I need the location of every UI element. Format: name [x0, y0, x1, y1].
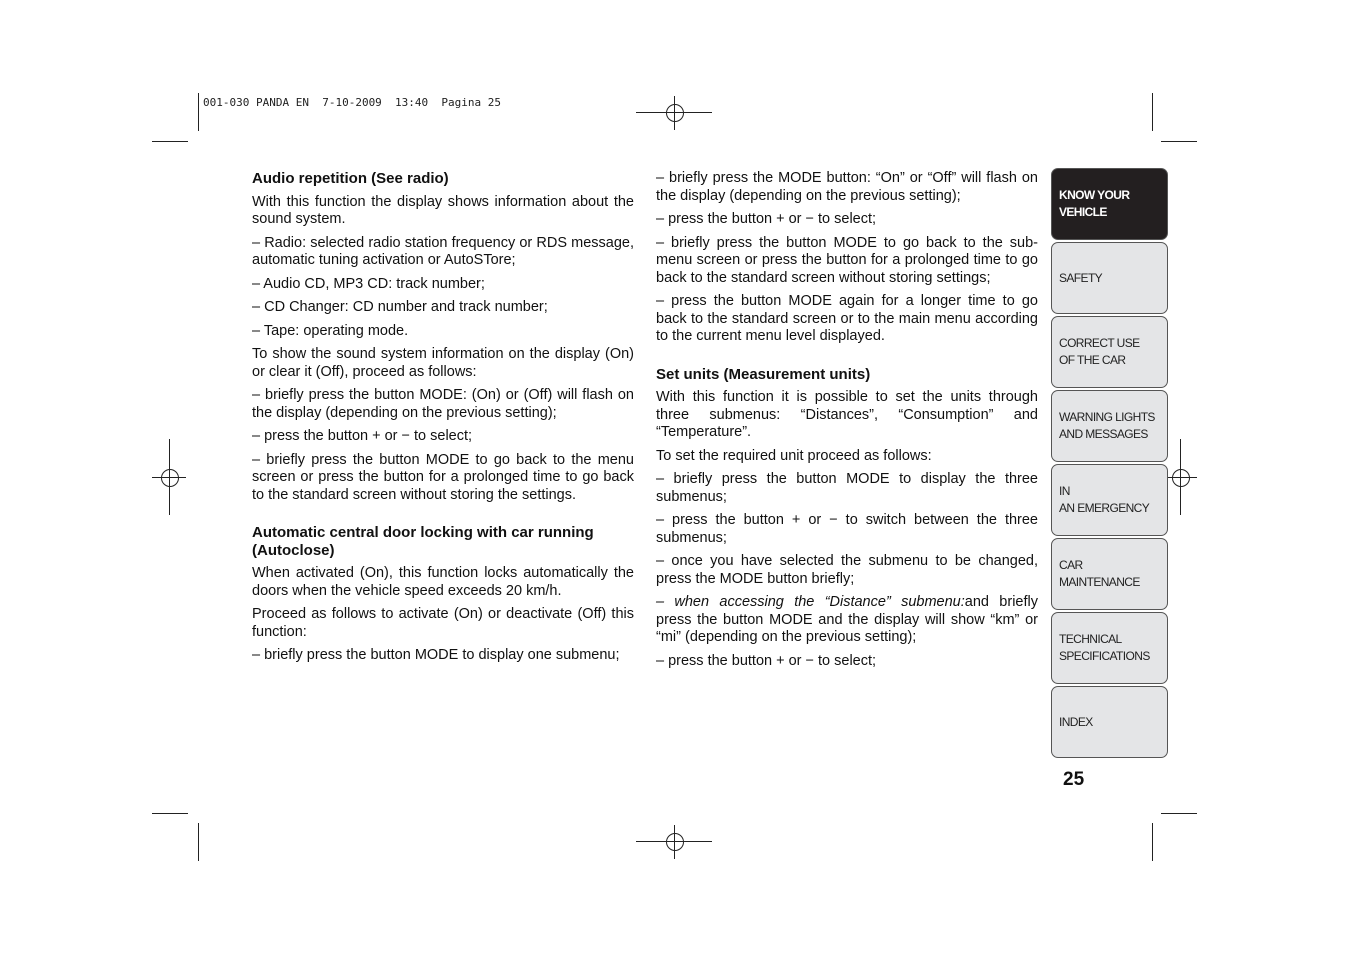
- tab-technical-specifications[interactable]: TECHNICAL SPECIFICATIONS: [1051, 612, 1168, 684]
- list-item: – briefly press the button MODE: (On) or (Off) will flash on the display (depending on the previous setting);: [252, 387, 634, 421]
- tab-car-maintenance[interactable]: CAR MAINTENANCE: [1051, 538, 1168, 610]
- list-item: – Tape: operating mode.: [252, 322, 409, 339]
- list-item: – briefly press the MODE button: “On” or “Off” will flash on the display (depending on the previous setting);: [656, 170, 1038, 204]
- paragraph: When activated (On), this function locks automatically the doors when the vehicle speed exceeds 20 km/h.: [252, 565, 634, 599]
- paragraph: To set the required unit proceed as follows:: [656, 447, 932, 464]
- paragraph: Proceed as follows to activate (On) or deactivate (Off) this function:: [252, 606, 634, 640]
- list-item: – press the button + or − to switch between the three submenus;: [656, 512, 1038, 546]
- crop-mark: [198, 823, 199, 861]
- paragraph: With this function the display shows information about the sound system.: [252, 193, 634, 227]
- page-number: 25: [1063, 769, 1085, 790]
- list-item: – briefly press the button MODE to display the three submenus;: [656, 471, 1038, 505]
- crop-mark: [1161, 813, 1197, 814]
- list-item: – Radio: selected radio station frequency or RDS message, automatic tuning activation or AutoSTore;: [252, 234, 634, 268]
- list-item: – press the button + or − to select;: [252, 428, 473, 444]
- left-column: [252, 170, 634, 671]
- tab-warning-lights[interactable]: WARNING LIGHTS AND MESSAGES: [1051, 390, 1168, 462]
- section-tabs: [1051, 168, 1168, 760]
- paragraph: With this function it is possible to set the units through three submenus: “Distances”, “Consumption” and “Temperature”.: [656, 389, 1038, 440]
- list-item: – Audio CD, MP3 CD: track number;: [252, 275, 485, 292]
- registration-circle: [161, 469, 179, 487]
- list-item: – CD Changer: CD number and track number;: [252, 299, 548, 315]
- tab-know-your-vehicle[interactable]: KNOW YOUR VEHICLE: [1051, 168, 1168, 240]
- crop-mark: [152, 141, 188, 142]
- crop-mark: [1152, 823, 1153, 861]
- list-item: – press the button MODE again for a longer time to go back to the standard screen or to the main menu according to the current menu level displayed.: [656, 293, 1038, 344]
- crop-mark: [198, 93, 199, 131]
- registration-circle: [666, 833, 684, 851]
- text: and briefly press the button MODE and the display will show “km” or “mi” (depending on the previous setting);: [656, 594, 1038, 645]
- list-item: – briefly press the button MODE to go back to the menu screen or press the button for a prolonged time to go back to the standard screen without storing the settings.: [252, 451, 634, 503]
- crop-mark: [1161, 141, 1197, 142]
- crop-mark: [1152, 93, 1153, 131]
- section-heading: Set units (Measurement units): [656, 365, 871, 383]
- list-item: – press the button + or − to select;: [656, 652, 877, 669]
- section-heading: Audio repetition (See radio): [252, 170, 449, 187]
- tab-in-an-emergency[interactable]: IN AN EMERGENCY: [1051, 464, 1168, 536]
- registration-circle: [666, 104, 684, 122]
- list-item: – briefly press the button MODE to display one submenu;: [252, 647, 620, 663]
- right-column: [656, 170, 1038, 676]
- tab-safety[interactable]: SAFETY: [1051, 242, 1168, 314]
- tab-index[interactable]: INDEX: [1051, 686, 1168, 758]
- list-item: – briefly press the button MODE to go back to the sub-menu screen or press the button for a prolonged time to go back to the standard screen without storing settings;: [656, 234, 1038, 286]
- italic-lead: – when accessing the “Distance” submenu:: [656, 594, 965, 610]
- print-slug: 001-030 PANDA EN 7-10-2009 13:40 Pagina 25: [203, 96, 502, 109]
- paragraph: To show the sound system information on the display (On) or clear it (Off), proceed as follows:: [252, 346, 634, 380]
- registration-circle: [1172, 469, 1190, 487]
- tab-correct-use[interactable]: CORRECT USE OF THE CAR: [1051, 316, 1168, 388]
- list-item: [656, 594, 1038, 647]
- list-item: – press the button + or − to select;: [656, 211, 877, 227]
- section-heading: Automatic central door locking with car running (Autoclose): [252, 524, 594, 559]
- list-item: – once you have selected the submenu to be changed, press the MODE button briefly;: [656, 553, 1038, 587]
- crop-mark: [152, 813, 188, 814]
